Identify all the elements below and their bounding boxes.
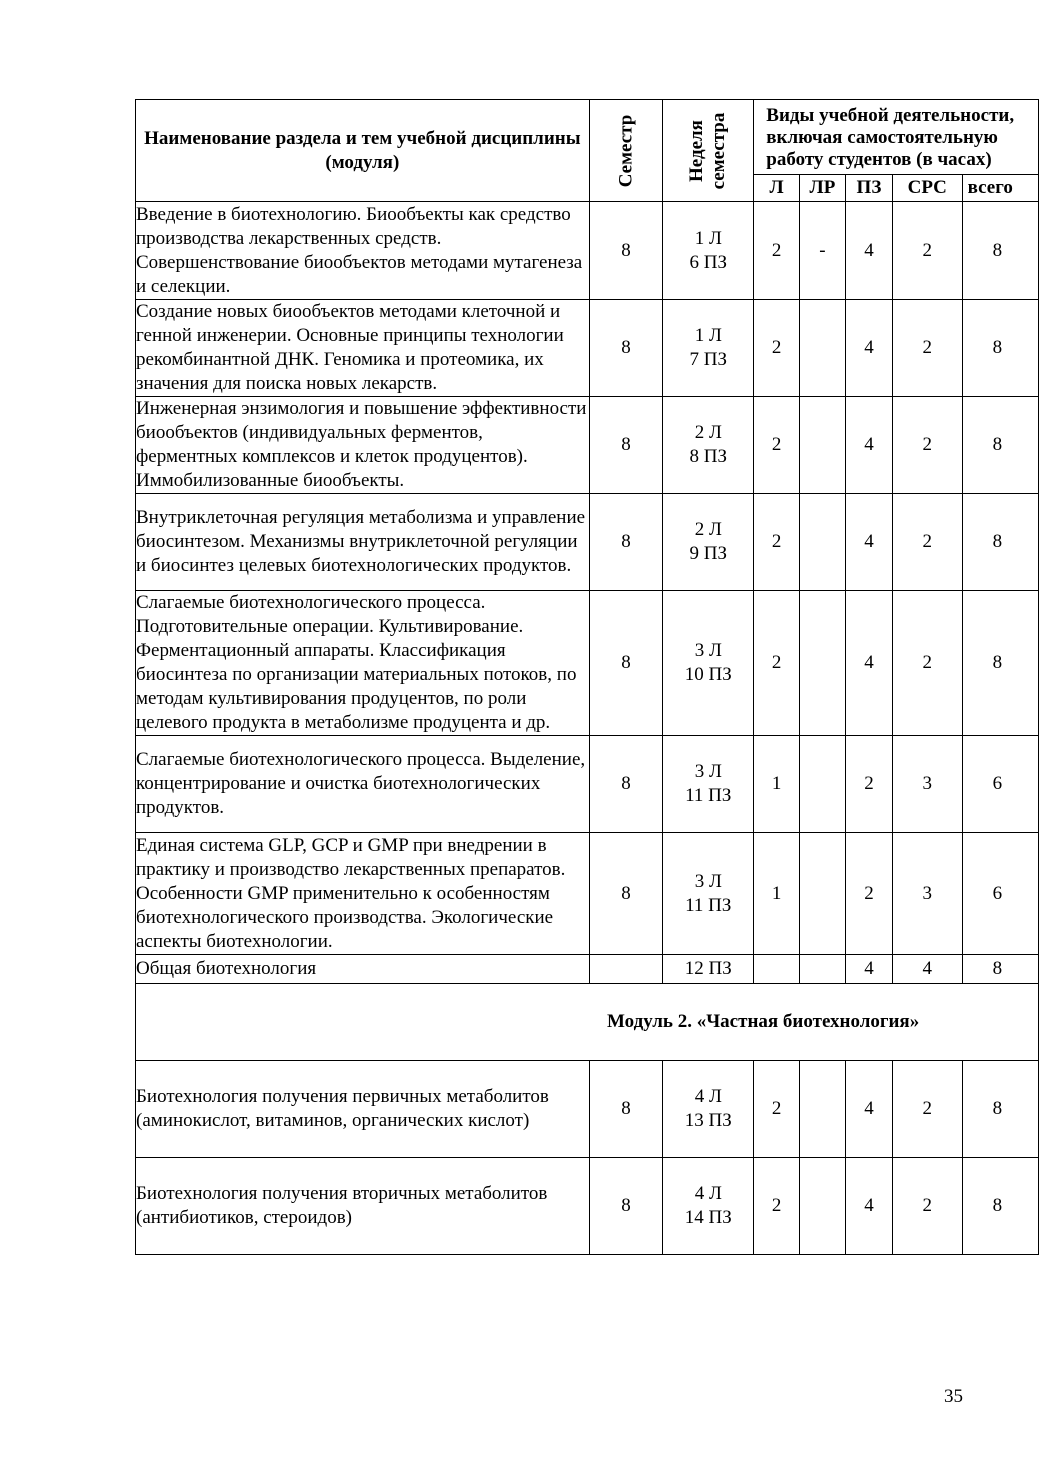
table-row xyxy=(136,494,1039,591)
hours-pz: 4 xyxy=(846,202,893,300)
hours-lr xyxy=(799,397,845,494)
topic-name: Создание новых биообъектов методами клеточной и генной инженерии. Основные принципы технологии рекомбинантной ДНК. Геномика и протеомика, их значения для поиска новых лекарств. xyxy=(136,300,590,397)
module-heading-row xyxy=(136,984,1039,1061)
semester-cell: 8 xyxy=(589,494,663,591)
week-lecture: 1 Л xyxy=(694,325,722,346)
week-practice: 13 ПЗ xyxy=(684,1110,732,1131)
week-cell xyxy=(663,591,754,736)
topic-name: Введение в биотехнологию. Биообъекты как средство производства лекарственных средств. Совершенствование биообъектов методами мутагенеза и селекции. xyxy=(136,202,590,300)
hours-l: 2 xyxy=(754,202,800,300)
subheader-l: Л xyxy=(754,175,800,202)
hours-total: 6 xyxy=(962,736,1038,833)
hours-total: 8 xyxy=(962,397,1038,494)
week-cell xyxy=(663,397,754,494)
week-cell xyxy=(663,833,754,955)
hours-l: 2 xyxy=(754,591,800,736)
hours-lr xyxy=(799,1061,845,1158)
hours-pz: 4 xyxy=(846,955,893,984)
semester-cell: 8 xyxy=(589,833,663,955)
semester-cell: 8 xyxy=(589,1158,663,1255)
hours-srs: 2 xyxy=(892,300,962,397)
week-lecture: 3 Л xyxy=(694,870,722,892)
hours-pz: 4 xyxy=(846,1158,893,1255)
hours-srs: 2 xyxy=(892,202,962,300)
hours-srs: 4 xyxy=(892,955,962,984)
week-cell xyxy=(663,736,754,833)
hours-srs: 3 xyxy=(892,736,962,833)
week-lecture: 4 Л xyxy=(694,1086,722,1107)
page-number: 35 xyxy=(944,1386,963,1407)
hours-l: 2 xyxy=(754,494,800,591)
week-cell xyxy=(663,1158,754,1255)
hours-lr xyxy=(799,736,845,833)
semester-cell: 8 xyxy=(589,300,663,397)
hours-l xyxy=(754,955,800,984)
week-lecture: 2 Л xyxy=(694,422,722,443)
topic-name: Слагаемые биотехнологического процесса. Выделение, концентрирование и очистка биотехнологических продуктов. xyxy=(136,736,590,833)
hours-l: 2 xyxy=(754,300,800,397)
hours-pz: 2 xyxy=(846,833,893,955)
hours-l: 2 xyxy=(754,1061,800,1158)
hours-pz: 4 xyxy=(846,300,893,397)
subheader-lr: ЛР xyxy=(799,175,845,202)
week-practice: 14 ПЗ xyxy=(684,1207,732,1228)
header-semester xyxy=(589,100,663,202)
hours-l: 1 xyxy=(754,833,800,955)
header-week xyxy=(663,100,754,202)
curriculum-table xyxy=(135,99,1039,1255)
week-lecture: 1 Л xyxy=(694,227,722,249)
hours-total: 8 xyxy=(962,494,1038,591)
week-lecture: 3 Л xyxy=(694,761,722,782)
week-cell xyxy=(663,300,754,397)
header-row xyxy=(136,100,1039,175)
week-cell: 12 ПЗ xyxy=(663,955,754,984)
topic-name: Биотехнология получения вторичных метаболитов (антибиотиков, стероидов) xyxy=(136,1158,590,1255)
week-cell xyxy=(663,1061,754,1158)
week-practice: 11 ПЗ xyxy=(685,785,732,806)
hours-l: 1 xyxy=(754,736,800,833)
semester-cell: 8 xyxy=(589,736,663,833)
semester-cell: 8 xyxy=(589,202,663,300)
hours-pz: 2 xyxy=(846,736,893,833)
header-topic-name: Наименование раздела и тем учебной дисциплины (модуля) xyxy=(136,100,590,202)
subheader-total: всего xyxy=(962,175,1038,202)
topic-name: Единая система GLP, GCP и GMP при внедрении в практику и производство лекарственных препаратов. Особенности GMP применительно к особенностям биотехнологического производства. Экологические аспекты биотехнологии. xyxy=(136,833,590,955)
topic-name: Биотехнология получения первичных метаболитов (аминокислот, витаминов, органических кислот) xyxy=(136,1061,590,1158)
hours-pz: 4 xyxy=(846,397,893,494)
week-lecture: 2 Л xyxy=(694,519,722,540)
semester-cell xyxy=(589,955,663,984)
week-lecture: 3 Л xyxy=(694,640,722,661)
hours-lr: - xyxy=(799,202,845,300)
hours-lr xyxy=(799,300,845,397)
hours-total: 6 xyxy=(962,833,1038,955)
hours-total: 8 xyxy=(962,300,1038,397)
hours-l: 2 xyxy=(754,397,800,494)
hours-srs: 2 xyxy=(892,397,962,494)
hours-total: 8 xyxy=(962,955,1038,984)
week-lecture: 4 Л xyxy=(694,1183,722,1204)
table-row xyxy=(136,736,1039,833)
topic-name: Слагаемые биотехнологического процесса. Подготовительные операции. Культивирование. Ферментационный аппараты. Классификация биосинтеза по организации материальных потоков, по методам культивирования продуцентов, по роли целевого продукта в метаболизме продуцента и др. xyxy=(136,591,590,736)
table-row xyxy=(136,300,1039,397)
week-cell xyxy=(663,494,754,591)
hours-srs: 3 xyxy=(892,833,962,955)
hours-srs: 2 xyxy=(892,591,962,736)
header-activities: Виды учебной деятельности, включая самостоятельную работу студентов (в часах) xyxy=(754,100,1039,175)
table-row xyxy=(136,1158,1039,1255)
hours-lr xyxy=(799,591,845,736)
hours-srs: 2 xyxy=(892,1158,962,1255)
hours-total: 8 xyxy=(962,591,1038,736)
week-practice: 9 ПЗ xyxy=(689,543,728,564)
hours-pz: 4 xyxy=(846,591,893,736)
subheader-srs: СРС xyxy=(892,175,962,202)
hours-srs: 2 xyxy=(892,1061,962,1158)
module-2-title: Модуль 2. «Частная биотехнология» xyxy=(607,1011,920,1032)
hours-lr xyxy=(799,1158,845,1255)
semester-cell: 8 xyxy=(589,397,663,494)
hours-lr xyxy=(799,955,845,984)
summary-name: Общая биотехнология xyxy=(136,955,590,984)
week-practice: 6 ПЗ xyxy=(689,251,728,273)
hours-srs: 2 xyxy=(892,494,962,591)
week-practice: 8 ПЗ xyxy=(689,446,728,467)
table-row xyxy=(136,397,1039,494)
topic-name: Инженерная энзимология и повышение эффективности биообъектов (индивидуальных ферментов, ферментных комплексов и клеток продуцентов). Иммобилизованные биообъекты. xyxy=(136,397,590,494)
semester-cell: 8 xyxy=(589,1061,663,1158)
hours-l: 2 xyxy=(754,1158,800,1255)
table-row xyxy=(136,1061,1039,1158)
table-row xyxy=(136,202,1039,300)
week-practice: 11 ПЗ xyxy=(685,894,732,916)
week-practice: 7 ПЗ xyxy=(689,349,728,370)
table-row xyxy=(136,591,1039,736)
hours-lr xyxy=(799,494,845,591)
topic-name: Внутриклеточная регуляция метаболизма и управление биосинтезом. Механизмы внутриклеточной регуляции и биосинтез целевых биотехнологических продуктов. xyxy=(136,494,590,591)
header-week-label: Неделя семестра xyxy=(686,112,730,189)
hours-lr xyxy=(799,833,845,955)
hours-total: 8 xyxy=(962,1061,1038,1158)
module-2-title-cell xyxy=(136,984,1039,1061)
header-semester-label: Семестр xyxy=(615,114,636,187)
table-row xyxy=(136,833,1039,955)
subheader-pz: ПЗ xyxy=(846,175,893,202)
week-cell xyxy=(663,202,754,300)
hours-total: 8 xyxy=(962,202,1038,300)
summary-row xyxy=(136,955,1039,984)
hours-pz: 4 xyxy=(846,494,893,591)
week-practice: 10 ПЗ xyxy=(684,664,732,685)
hours-total: 8 xyxy=(962,1158,1038,1255)
semester-cell: 8 xyxy=(589,591,663,736)
hours-pz: 4 xyxy=(846,1061,893,1158)
